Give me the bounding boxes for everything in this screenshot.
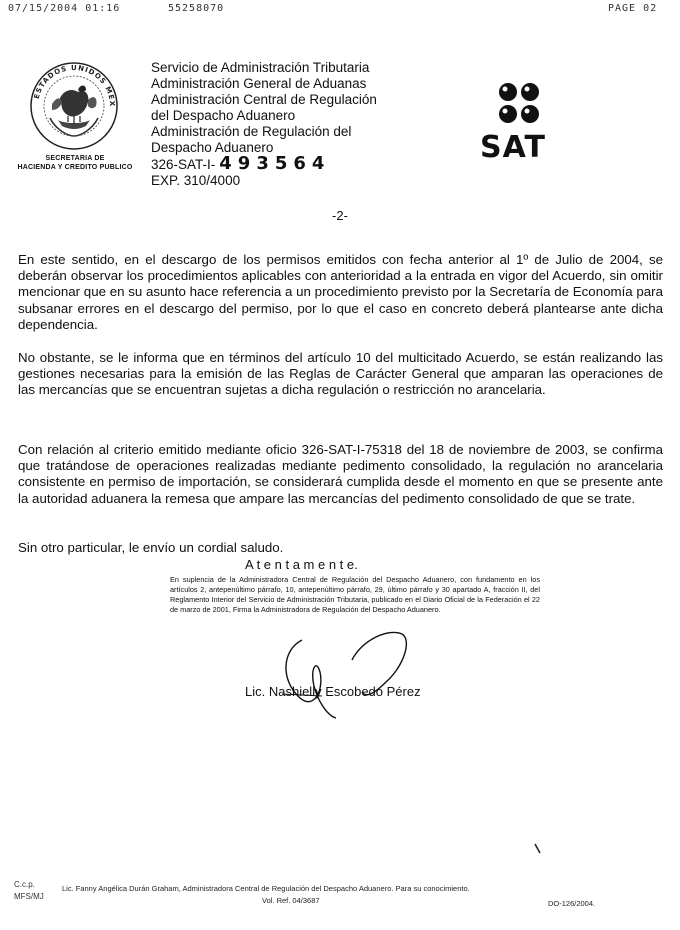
- document-code: DO-126/2004.: [548, 899, 596, 908]
- reference-prefix: 326-SAT-I-: [151, 157, 216, 172]
- ccp-text: Lic. Fanny Angélica Durán Graham, Administradora Central de Regulación del Despacho Aduanero. Para su conocimiento.: [62, 884, 470, 893]
- volume-reference: Vol. Ref. 04/3687: [262, 896, 320, 905]
- atentamente: A t e n t a m e n t e.: [245, 557, 358, 572]
- seal-label-line2: HACIENDA Y CREDITO PUBLICO: [17, 164, 133, 171]
- sat-logo: [478, 78, 568, 168]
- stray-mark: [534, 842, 542, 854]
- sat-logo-text: SAT: [480, 130, 546, 165]
- handwritten-signature: [262, 620, 432, 720]
- fax-datetime: 07/15/2004 01:16: [8, 3, 121, 14]
- fax-page: PAGE 02: [608, 3, 658, 14]
- letterhead-line: Administración Central de Regulación: [151, 92, 377, 107]
- reference-line: [151, 153, 451, 174]
- initials: MFS/MJ: [14, 892, 44, 901]
- letterhead-line: Administración General de Aduanas: [151, 76, 367, 91]
- seal-label-line1: SECRETARIA DE: [45, 155, 105, 162]
- page-marker: -2-: [332, 208, 348, 223]
- letterhead-line: Despacho Aduanero: [151, 140, 274, 155]
- letterhead-line: del Despacho Aduanero: [151, 108, 296, 123]
- ink-mark-icon: [534, 843, 542, 855]
- letterhead: [151, 60, 451, 189]
- paragraph-1: En este sentido, en el descargo de los permisos emitidos con fecha anterior al 1º de Julio de 2004, se deberán observar los procedimientos aplicables con anterioridad a la entrada en vigor del Acuerdo, sin omitir mencionar que en su asunto hace referencia a un procedimiento previsto por la Secretaría de Economía para subsanar errores en el descargo del permiso, por lo que el caso en concreto deberá plantearse ante dicha dependencia.: [18, 252, 663, 332]
- mexico-seal: [28, 60, 120, 152]
- paragraph-2: No obstante, se le informa que en términos del artículo 10 del multicitado Acuerdo, se están realizando las gestiones necesarias para la emisión de las Reglas de Carácter General que amparan las operaciones de las mercancías que se encuentran sujetas a dicha regulación o restricción no arancelaria.: [18, 350, 663, 398]
- letterhead-line: Administración de Regulación del: [151, 124, 352, 139]
- eagle-seal-icon: [28, 60, 120, 152]
- signature-icon: [262, 620, 432, 720]
- ccp-label: C.c.p.: [14, 880, 35, 889]
- paragraph-3: Con relación al criterio emitido mediante oficio 326-SAT-I-75318 del 18 de noviembre de 2003, se confirma que tratándose de operaciones realizadas mediante pedimento consolidado, la regulación no arancelaria consistente en permiso de importación, se considerará cumplida desde el momento en que se presente ante la autoridad aduanera la remesa que ampare las mercancías del pedimento consolidado de que se trate.: [18, 442, 663, 506]
- svg-text:ESTADOS UNIDOS MEXICANOS: ESTADOS UNIDOS MEX: [32, 63, 117, 108]
- seal-label: [2, 154, 148, 172]
- suplencia-text: En suplencia de la Administradora Central de Regulación del Despacho Aduanero, con fundamento en los artículos 2, antepenúltimo párrafo, 10, antepenúltimo párrafo, 29, último párrafo y 30 apartado A, fracción II, del Reglamento Interior del Servicio de Administración Tributaria, publicado en el Diario Oficial de la Federación el 22 de marzo de 2001, Firma la Administradora de Regulación del Despacho Aduanero.: [170, 575, 540, 614]
- signatory-name: Lic. Nashielly Escobedo Pérez: [245, 684, 421, 699]
- closing-line: Sin otro particular, le envío un cordial saludo.: [18, 540, 284, 555]
- fax-number: 55258070: [168, 3, 225, 14]
- sat-dots-icon: [478, 78, 568, 130]
- expediente: EXP. 310/4000: [151, 173, 241, 188]
- letterhead-line: Servicio de Administración Tributaria: [151, 60, 370, 75]
- reference-number: 493564: [219, 153, 331, 174]
